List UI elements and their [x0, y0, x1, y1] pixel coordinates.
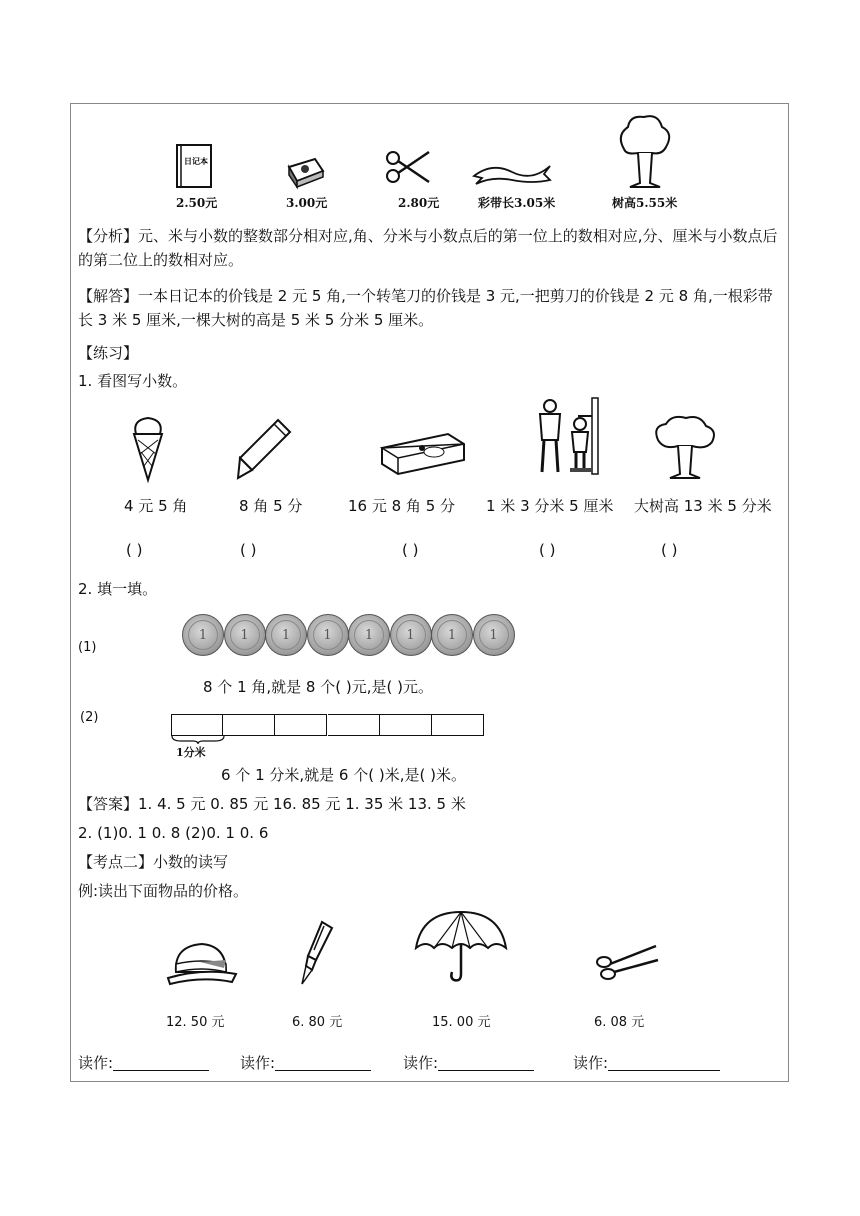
analysis-label: 【分析】	[78, 227, 139, 245]
answer-label: 【答案】	[78, 795, 139, 813]
point2-heading	[78, 855, 228, 870]
point2-label: 【考点二】	[78, 853, 154, 871]
q1-item-1-label: 4 元 5 角	[124, 497, 188, 515]
coin-icon	[473, 614, 515, 656]
pencil-sharpener-icon	[285, 153, 325, 189]
coin-face: 1	[354, 620, 384, 650]
ribbon-length: 彩带长3.05米	[478, 196, 556, 210]
pencil-icon	[236, 418, 292, 480]
hat-icon	[164, 938, 240, 986]
solution-paragraph	[78, 284, 784, 332]
umbrella-price: 15. 00 元	[432, 1015, 491, 1030]
answer-line-2: 2. (1)0. 1 0. 8 (2)0. 1 0. 6	[78, 824, 269, 842]
coin-face: 1	[271, 620, 301, 650]
pencil-box-icon	[378, 428, 468, 478]
answer-line-1	[78, 797, 466, 812]
read-field-2[interactable]	[240, 1056, 371, 1071]
q1-item-3-label: 16 元 8 角 5 分	[348, 497, 456, 515]
q1-item-5-label: 大树高 13 米 5 分米	[634, 497, 772, 515]
coin-face: 1	[230, 620, 260, 650]
scissors-price-2: 6. 08 元	[594, 1015, 645, 1030]
coin-face: 1	[437, 620, 467, 650]
coin-face: 1	[313, 620, 343, 650]
coin-icon	[224, 614, 266, 656]
hat-price: 12. 50 元	[166, 1015, 225, 1030]
sharpener-price: 3.00元	[286, 196, 328, 210]
coin-face: 1	[188, 620, 218, 650]
read-label: 读作:	[403, 1054, 439, 1072]
svg-text:日记本: 日记本	[184, 157, 208, 166]
decimeter-segment	[380, 714, 432, 736]
decimeter-segment	[275, 714, 327, 736]
q1-answer-blank-2[interactable]: ( )	[240, 541, 257, 559]
decimeter-segment	[223, 714, 275, 736]
coin-icon	[348, 614, 390, 656]
coin-face: 1	[396, 620, 426, 650]
analysis-paragraph	[78, 224, 784, 272]
scissors-price: 2.80元	[398, 196, 440, 210]
q1-answer-blank-1[interactable]: ( )	[126, 541, 143, 559]
read-label: 读作:	[573, 1054, 609, 1072]
read-label: 读作:	[240, 1054, 276, 1072]
coin-icon	[182, 614, 224, 656]
coin-row	[182, 612, 522, 658]
read-blank[interactable]	[438, 1056, 534, 1071]
height-measure-icon	[526, 394, 602, 476]
scissors-icon	[594, 940, 660, 982]
umbrella-icon	[412, 908, 510, 984]
q2-title: 2. 填一填。	[78, 580, 158, 598]
read-field-4[interactable]	[573, 1056, 720, 1071]
example-text: 例:读出下面物品的价格。	[78, 882, 249, 900]
q1-answer-blank-4[interactable]: ( )	[539, 541, 556, 559]
read-blank[interactable]	[113, 1056, 209, 1071]
ice-cream-icon	[130, 410, 166, 482]
read-blank[interactable]	[275, 1056, 371, 1071]
tree-icon	[616, 113, 672, 189]
read-field-1[interactable]	[78, 1056, 209, 1071]
tree-icon	[652, 412, 718, 480]
q1-answer-blank-3[interactable]: ( )	[402, 541, 419, 559]
q2-part2-text: 6 个 1 分米,就是 6 个( )米,是( )米。	[221, 766, 466, 784]
decimeter-segment	[328, 714, 380, 736]
solution-label: 【解答】	[78, 287, 139, 305]
answer-text-1: 1. 4. 5 元 0. 85 元 16. 85 元 1. 35 米 13. 5 米	[138, 795, 466, 813]
q2-part1-label: (1)	[78, 640, 97, 655]
read-field-3[interactable]	[403, 1056, 534, 1071]
decimeter-segment	[432, 714, 484, 736]
decimeter-bar	[171, 714, 484, 736]
scissors-icon	[383, 148, 433, 188]
coin-icon	[431, 614, 473, 656]
coin-icon	[307, 614, 349, 656]
analysis-text: 元、米与小数的整数部分相对应,角、分米与小数点后的第一位上的数相对应,分、厘米与小数点后的第二位上的数相对应。	[78, 227, 778, 269]
coin-icon	[390, 614, 432, 656]
ribbon-icon	[472, 158, 552, 188]
q2-part1-text: 8 个 1 角,就是 8 个( )元,是( )元。	[203, 678, 433, 696]
pen-price: 6. 80 元	[292, 1015, 343, 1030]
q1-answer-blank-5[interactable]: ( )	[661, 541, 678, 559]
q1-title: 1. 看图写小数。	[78, 372, 188, 390]
q1-item-4-label: 1 米 3 分米 5 厘米	[486, 497, 614, 515]
tree-height: 树高5.55米	[612, 196, 678, 210]
fountain-pen-icon	[298, 920, 334, 986]
solution-text: 一本日记本的价钱是 2 元 5 角,一个转笔刀的价钱是 3 元,一把剪刀的价钱是 2 元 8 角,一根彩带长 3 米 5 厘米,一棵大树的高是 5 米 5 分米 5 厘米。	[78, 287, 773, 329]
coin-face: 1	[479, 620, 509, 650]
notebook-price: 2.50元	[176, 196, 218, 210]
q2-part2-label: (2)	[80, 710, 99, 725]
read-blank[interactable]	[608, 1056, 720, 1071]
decimeter-segment	[171, 714, 223, 736]
read-label: 读作:	[78, 1054, 114, 1072]
practice-label: 【练习】	[78, 344, 139, 362]
q1-item-2-label: 8 角 5 分	[239, 497, 303, 515]
segment-label: 1分米	[176, 746, 206, 759]
coin-icon	[265, 614, 307, 656]
point2-title: 小数的读写	[153, 853, 229, 871]
notebook-icon	[175, 143, 215, 189]
segment-brace-icon	[171, 736, 225, 744]
